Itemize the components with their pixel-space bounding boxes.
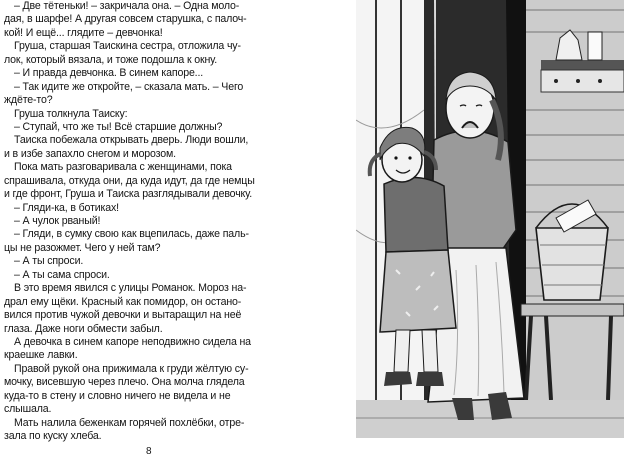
page-text-column (4, 0, 344, 443)
text-line: цы не разожмет. Чего у ней там? (4, 241, 161, 254)
text-line: Груша, старшая Таискина сестра, отложила чу- (14, 40, 241, 53)
illustration (356, 0, 624, 438)
text-line: – А чулок рваный! (14, 215, 101, 227)
text-line: спрашивала, откуда они, да куда идут, да где немцы (4, 174, 255, 187)
text-line: Пока мать разговаривала с женщинами, пока (14, 161, 232, 174)
text-line: Правой рукой она прижимала к груди жёлтую су- (14, 362, 249, 375)
text-line: глаза. Даже ноги обмести забыл. (4, 322, 163, 335)
text-line: краешке лавки. (4, 349, 78, 362)
text-line: В это время явился с улицы Романок. Мороз на- (14, 282, 247, 295)
text-line: А девочка в синем капоре неподвижно сидела на (14, 335, 251, 348)
text-line: зала по куску хлеба. (4, 430, 102, 442)
bucket (536, 200, 608, 300)
text-line: – Гляди-ка, в ботиках! (14, 201, 119, 214)
text-line: – Так идите же откройте, – сказала мать. – Чего (14, 80, 244, 93)
text-line: и в избе запахло снегом и морозом. (4, 147, 176, 160)
text-line: – Ступай, что же ты! Всё старшие должны? (14, 120, 223, 133)
text-line: драл ему щёки. Красный как помидор, он остано- (4, 295, 242, 308)
text-line: слышала. (4, 403, 52, 416)
text-line: – Две тётеньки! – закричала она. – Одна моло- (14, 0, 240, 12)
text-line: – Гляди, в сумку свою как вцепилась, даже паль- (14, 228, 249, 241)
text-line: – И правда девчонка. В синем капоре... (14, 67, 204, 80)
text-line: кой! И ещё... глядите – девчонка! (4, 26, 163, 39)
text-line: и где фронт, Груша и Таиска разглядывали девочку. (4, 188, 253, 201)
text-line: – А ты спроси. (14, 255, 84, 268)
text-line: дая, в шарфе! А другая совсем старушка, с палоч- (4, 13, 247, 26)
page-number: 8 (146, 446, 152, 457)
text-line: мочку, висевшую через плечо. Она молча глядела (4, 376, 245, 389)
text-line: куда-то в стену и словно ничего не видела и не (4, 389, 231, 402)
text-line: Таиска побежала открывать дверь. Люди вошли, (14, 134, 249, 147)
text-line: Груша толкнула Таиску: (14, 107, 128, 120)
text-line: лок, который вязала, и тоже подошла к окну. (4, 53, 218, 66)
illustration-svg (356, 0, 624, 438)
text-line: ждёте-то? (4, 94, 53, 107)
text-line: Мать налила беженкам горячей похлёбки, отре- (14, 416, 245, 429)
text-line: – А ты сама спроси. (14, 268, 110, 281)
text-line: вился против чужой девочки и вытаращил на неё (4, 309, 242, 322)
